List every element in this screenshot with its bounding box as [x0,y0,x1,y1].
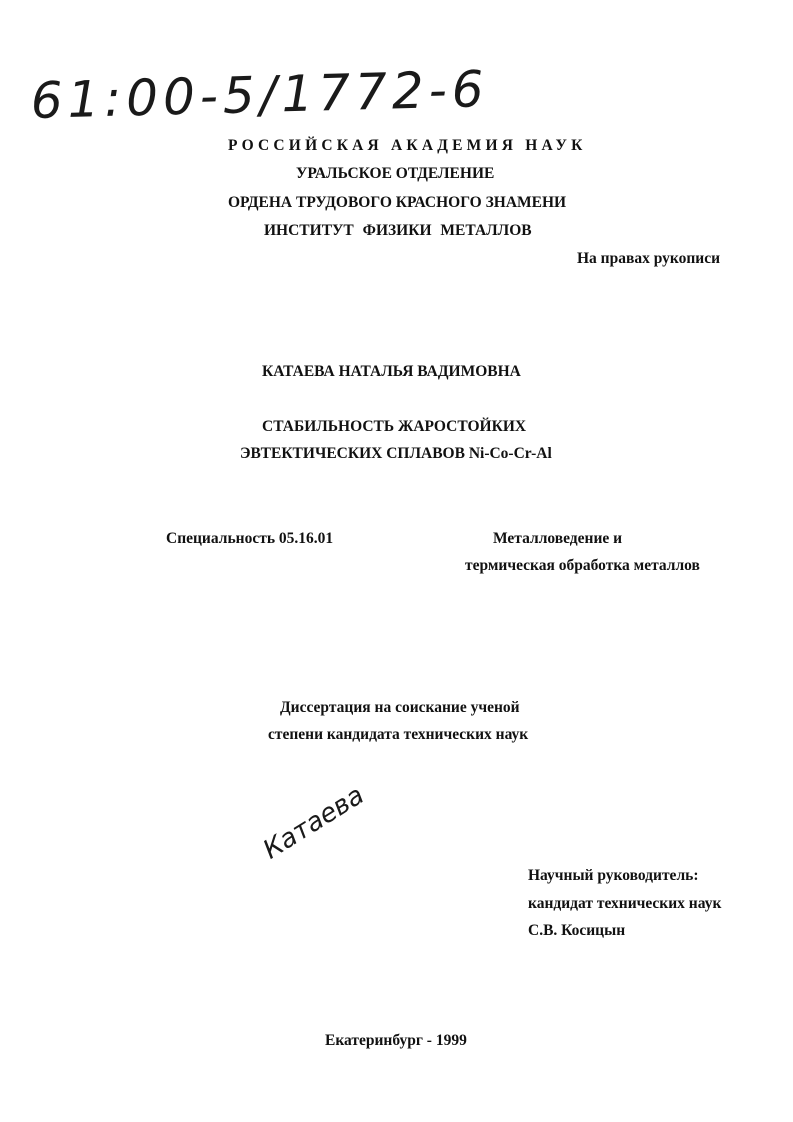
branch-heading: УРАЛЬСКОЕ ОТДЕЛЕНИЕ [296,165,495,182]
institute-heading: ИНСТИТУТ ФИЗИКИ МЕТАЛЛОВ [264,222,532,239]
supervisor-name: С.В. Косицын [528,922,626,939]
specialty-name-line-2: термическая обработка металлов [465,557,700,574]
order-heading: ОРДЕНА ТРУДОВОГО КРАСНОГО ЗНАМЕНИ [228,194,567,211]
specialty-label: Специальность 05.16.01 [166,530,334,547]
handwritten-signature: Катаева [258,780,370,866]
dissertation-line-2: степени кандидата технических наук [268,726,529,743]
specialty-name-line-1: Металловедение и [493,530,623,547]
place-year: Екатеринбург - 1999 [325,1032,467,1049]
dissertation-line-1: Диссертация на соискание ученой [280,699,520,716]
title-line-1: СТАБИЛЬНОСТЬ ЖАРОСТОЙКИХ [262,418,527,435]
supervisor-degree: кандидат технических наук [528,895,722,912]
handwritten-archive-number: 61:00-5/1772-6 [30,60,490,130]
title-line-2: ЭВТЕКТИЧЕСКИХ СПЛАВОВ Ni-Co-Cr-Al [240,445,552,462]
supervisor-label: Научный руководитель: [528,867,699,884]
manuscript-rights: На правах рукописи [577,250,721,267]
academy-heading: РОССИЙСКАЯ АКАДЕМИЯ НАУК [228,137,587,154]
author-name: КАТАЕВА НАТАЛЬЯ ВАДИМОВНА [262,363,521,380]
